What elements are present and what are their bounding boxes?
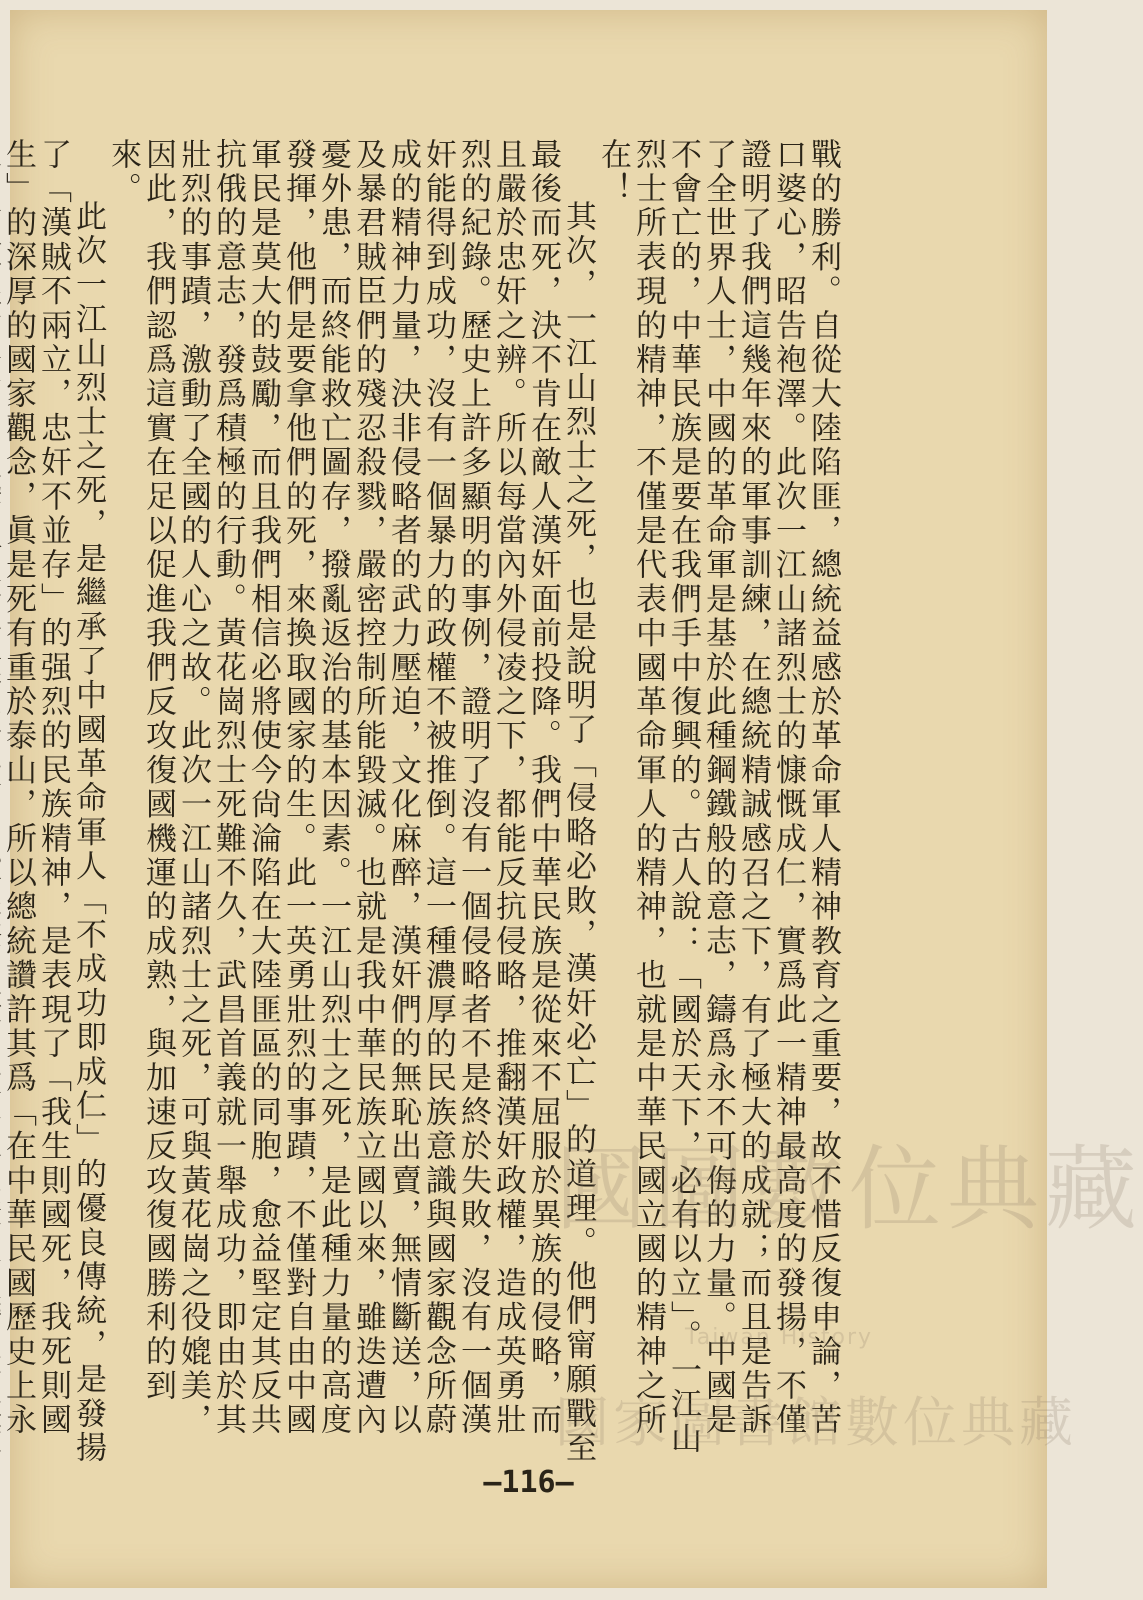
paragraph-3 bbox=[0, 138, 105, 1468]
watermark-chars: 國圖數位典藏 bbox=[555, 1136, 1143, 1243]
paragraph-3-text: 此次一江山烈士之死，是繼承了中國革命軍人「不成功即成仁」的優良傳統，是發揚了「漢賊不兩立，忠奸不並存」的强烈的民族精神，是表現了「我生則國死，我死則國生」的深厚的國家觀念，眞是死有重於泰山，所以總統讚許其爲「在中華民國歷史上永 bbox=[0, 138, 106, 1466]
paragraph-1: 戰的勝利。自從大陸陷匪，總統益感於革命軍人精神教育之重要，故不惜反復申論，苦口婆心，昭告袍澤。此次一江山諸烈士的慷慨成仁，實爲此一精神最高度的發揚，不僅證明了我們這幾年來的軍事訓練，在總統精誠感召之下，有了極大的成就；而且是告訴了全世界人士，中國的革命軍是基於此種鋼鐵般的意志，鑄爲永不可侮的力量。中國是不會亡的，中華民族是要在我們手中復興的。古人說：「國於天下，必有以立」。一江山烈士所表現的精神，不僅是代表中國革命軍人的精神，也就是中華民國立國的精神之所在！ bbox=[595, 138, 841, 1457]
page-number: —116— bbox=[483, 1465, 574, 1500]
watermark-latin: Taiwan History bbox=[685, 1325, 874, 1350]
paragraph-2: 其次，一江山烈士之死，也是說明了「侵略必敗，漢奸必亡」的道理。他們甯願戰至最後而死，決不肯在敵人漢奸面前投降。我們中華民族是從來不屈服於異族的侵略，而且嚴於忠奸之辨。所以每當內外侵凌之下，都能反抗侵略，推翻漢奸政權，造成英勇壯烈的紀錄。歷史上許多顯明的事例，證明了沒有一個侵略者不是終於失敗，沒有一個漢奸能得到成功，沒有一個暴力的政權不被推倒。這一種濃厚的民族意識與國家觀念所蔚成的精神力量，決非侵略者的武力壓迫，文化麻醉，漢奸們的無恥出賣，無情斷送，以及暴君賊臣們的殘忍殺戮，嚴密控制所能毀滅。也就是我中華民族立國以來，雖迭遭內憂外患，而終能救亡圖存，撥亂返治的基本因素。一江山烈士之死，是此種力量的高度發揮，他們是要拿他們的死，來換取國家的生。此一英勇壯烈的事蹟，不僅對自由中國軍民是莫大的鼓勵，而且我們相信必將使今尙淪陷在大陸匪區的同胞，愈益堅定其反共抗俄的意志，發爲積極的行動。黃花崗烈士死難不久，武昌首義就一舉成功，即由於其壯烈的事蹟，激動了全國的人心之故。此次一江山諸烈士之死，可與黃花崗之役媲美，因此，我們認爲這實在足以促進我們反攻復國機運的成熟，與加速反攻復國勝利的到來。 bbox=[105, 138, 596, 1466]
page-sheet bbox=[0, 10, 1143, 1588]
watermark-subtitle: 國家圖書館數位典藏 bbox=[555, 1391, 1077, 1454]
article-body bbox=[0, 138, 841, 1468]
